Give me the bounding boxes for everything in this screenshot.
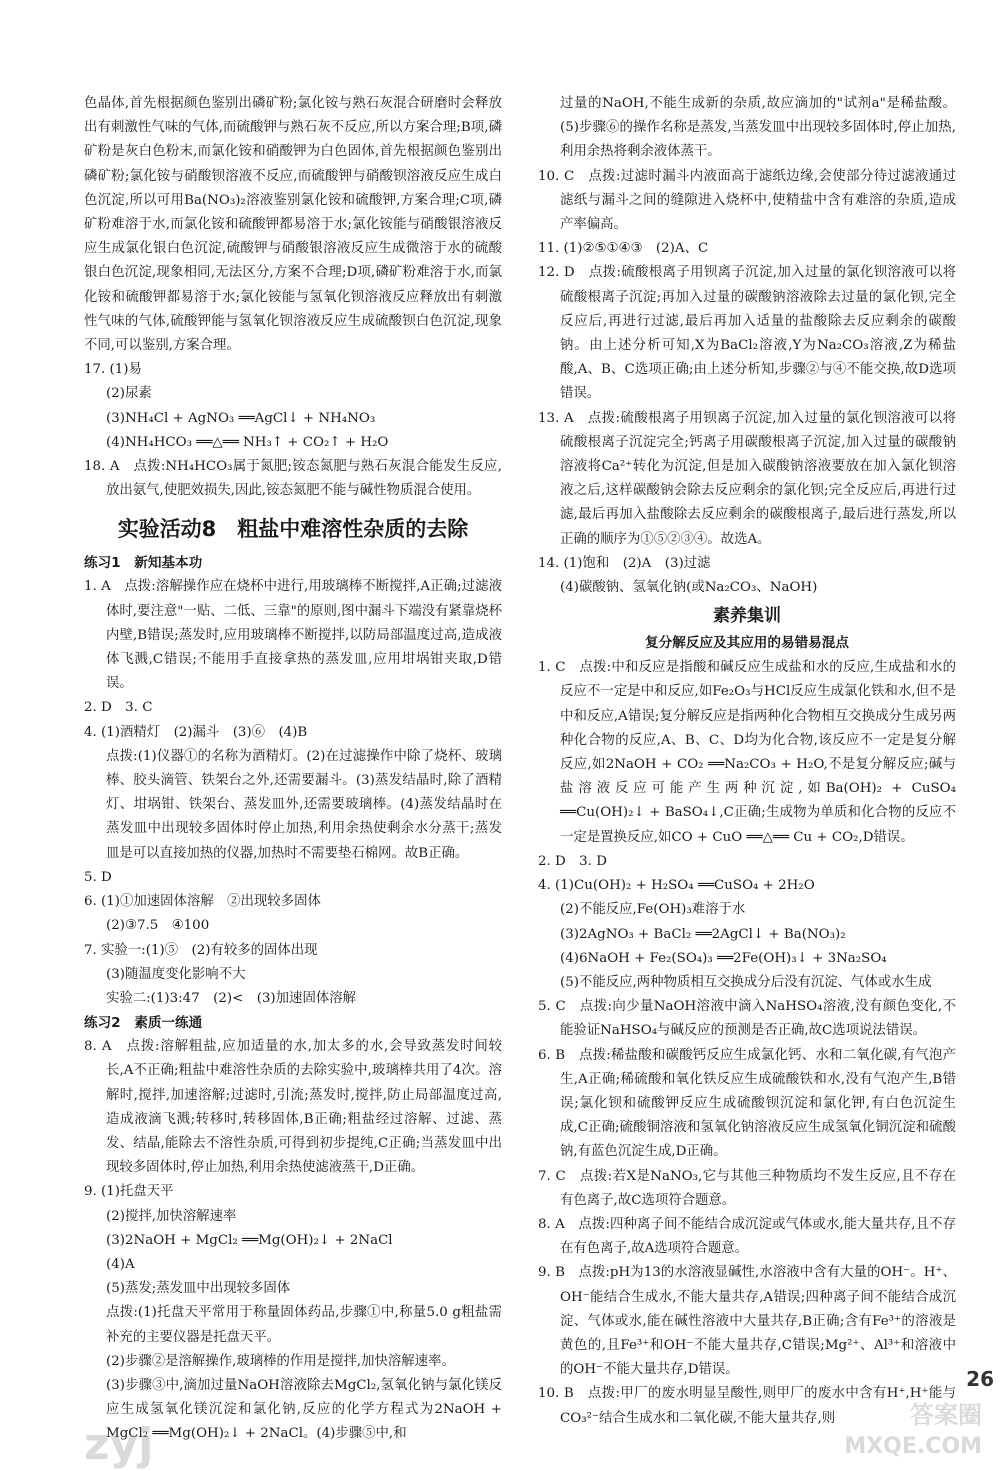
training-answer-10: 10. B 点拨:甲厂的废水明显呈酸性,则甲厂的废水中含有H⁺,H⁺能与CO₃²⁻结合生成水和二氧化碳,不能大量共存,则 (538, 1386, 956, 1426)
right-column (538, 92, 956, 1431)
answer-14-part2: (4)碳酸钠、氢氧化钠(或Na₂CO₃、NaOH) (560, 580, 818, 596)
answer-14-part1: 14. (1)饱和 (2)A (3)过滤 (538, 555, 711, 571)
section-title: 实验活动8 粗盐中难溶性杂质的去除 (117, 517, 469, 542)
page-number: 26 (966, 1366, 994, 1391)
answer-7-part2: (3)随温度变化影响不大 (106, 966, 246, 982)
training-box-subtitle: 复分解反应及其应用的易错易混点 (645, 635, 849, 652)
answer-4-explanation: 点拨:(1)仪器①的名称为酒精灯。(2)在过滤操作中除了烧杯、玻璃棒、胶头滴管、铁架台之外,还需要漏斗。(3)蒸发结晶时,除了酒精灯、坩埚钳、铁架台、蒸发皿外,还需要玻璃棒。(4)蒸发结晶时在蒸发皿中出现较多固体时停止加热,利用余热使剩余水分蒸干;蒸发皿是可以直接加热的仪器,加热时不需要垫石棉网。故B正确。 (106, 748, 502, 861)
training-answer-2-3: 2. D 3. D (538, 853, 607, 869)
practice-2-heading: 练习2 素质一练通 (84, 1015, 203, 1032)
answer-9-part3: (3)2NaOH + MgCl₂ ══Mg(OH)₂↓ + 2NaCl (106, 1232, 393, 1248)
answer-6-part1: 6. (1)①加速固体溶解 ②出现较多固体 (84, 894, 321, 910)
training-answer-6: 6. B 点拨:稀盐酸和碳酸钙反应生成氯化钙、水和二氧化碳,有气泡产生,A正确;稀硫酸和氧化铁反应生成硫酸铁和水,没有气泡产生,B错误;氯化钡和硫酸钾反应生成硫酸钡沉淀和氯化钾,有白色沉淀生成,C正确;硫酸铜溶液和氢氧化钠溶液反应生成氢氧化铜沉淀和硫酸钠,有蓝色沉淀生成,D正确。 (538, 1047, 956, 1160)
training-answer-5: 5. C 点拨:向少量NaOH溶液中滴入NaHSO₄溶液,没有颜色变化,不能验证NaHSO₄与碱反应的预测是否正确,故C选项说法错误。 (538, 999, 956, 1039)
answer-13: 13. A 点拨:硫酸根离子用钡离子沉淀,加入过量的氯化钡溶液可以将硫酸根离子沉淀完全;钙离子用碳酸根离子沉淀,加入过量的碳酸钠溶液将Ca²⁺转化为沉淀,但是加入碳酸钠溶液要放在加入氯化钡溶液之后,这样碳酸钠会除去反应剩余的氯化钡;完全反应后,再进行过滤,最后再加入盐酸除去反应剩余的碳酸根离子,最后进行蒸发,所以正确的顺序为①⑤②③④。故选A。 (538, 410, 956, 547)
answer-18: 18. A 点拨:NH₄HCO₃属于氮肥;铵态氮肥与熟石灰混合能发生反应,放出氨气,使肥效损失,因此,铵态氮肥不能与碱性物质混合使用。 (84, 459, 502, 499)
watermark-brand: 答案圈 (910, 1400, 982, 1429)
answer-5: 5. D (84, 869, 112, 885)
training-answer-4-part5: (5)不能反应,两种物质相互交换成分后没有沉淀、气体或水生成 (560, 974, 932, 990)
answer-7-part1: 7. 实验一:(1)⑤ (2)有较多的固体出现 (84, 942, 318, 958)
answer-4: 4. (1)酒精灯 (2)漏斗 (3)⑥ (4)B (84, 724, 308, 740)
answer-12: 12. D 点拨:硫酸根离子用钡离子沉淀,加入过量的氯化钡溶液可以将硫酸根离子沉淀;再加入过量的碳酸钠溶液除去过量的氯化钡,完全反应后,再进行过滤,最后再加入适量的盐酸除去反应剩余的碳酸钠。由上述分析可知,X为BaCl₂溶液,Y为Na₂CO₃溶液,Z为稀盐酸,A、B、C选项正确;由上述分析知,步骤②与④不能交换,故D选项错误。 (538, 265, 956, 402)
training-answer-4-part3: (3)2AgNO₃ + BaCl₂ ══2AgCl↓ + Ba(NO₃)₂ (560, 926, 846, 942)
answer-9-explanation-1: 点拨:(1)托盘天平常用于称量固体药品,步骤①中,称量5.0 g粗盐需补充的主要仪器是托盘天平。 (106, 1305, 502, 1345)
watermark-url: MXQE.COM (844, 1433, 982, 1459)
left-column (84, 92, 502, 1447)
answer-2-3: 2. D 3. C (84, 700, 153, 716)
training-answer-9: 9. B 点拨:pH为13的水溶液显碱性,水溶液中含有大量的OH⁻。H⁺、OH⁻能结合生成水,不能大量共存,A错误;四种离子间不能结合成沉淀、气体或水,能在碱性溶液中大量共存,B正确;含有Fe³⁺的溶液是黄色的,且Fe³⁺和OH⁻不能大量共存,C错误;Mg²⁺、Al³⁺和溶液中的OH⁻不能大量共存,D错误。 (538, 1265, 956, 1378)
answer-17-part2: (2)尿素 (106, 386, 152, 402)
training-answer-7: 7. C 点拨:若X是NaNO₃,它与其他三种物质均不发生反应,且不存在有色离子,故C选项符合题意。 (538, 1168, 956, 1208)
answer-9-part5: (5)蒸发;蒸发皿中出现较多固体 (106, 1281, 291, 1297)
answer-17-part3: (3)NH₄Cl + AgNO₃ ══AgCl↓ + NH₄NO₃ (106, 410, 376, 426)
answer-1: 1. A 点拨:溶解操作应在烧杯中进行,用玻璃棒不断搅拌,A正确;过滤液体时,要注意"一贴、二低、三靠"的原则,图中漏斗下端没有紧靠烧杯内壁,B错误;蒸发时,应用玻璃棒不断搅拌,以防局部温度过高,造成液体飞溅,C错误;不能用手直接拿热的蒸发皿,应用坩埚钳夹取,D错误。 (84, 579, 502, 692)
practice-1-heading: 练习1 新知基本功 (84, 555, 203, 572)
answer-6-part2: (2)③7.5 ④100 (106, 918, 210, 934)
answer-8: 8. A 点拨:溶解粗盐,应加适量的水,加太多的水,会导致蒸发时间较长,A不正确;粗盐中难溶性杂质的去除实验中,玻璃棒共用了4次。溶解时,搅拌,加速溶解;过滤时,引流;蒸发时,搅拌,防止局部温度过高,造成液滴飞溅;转移时,转移固体,B正确;粗盐经过溶解、过滤、蒸发、结晶,能除去不溶性杂质,可得到初步提纯,C正确;当蒸发皿中出现较多固体时,停止加热,利用余热使滤液蒸干,D正确。 (84, 1039, 502, 1176)
training-answer-4-part1: 4. (1)Cu(OH)₂ + H₂SO₄ ══CuSO₄ + 2H₂O (538, 878, 815, 894)
answer-9-part1: 9. (1)托盘天平 (84, 1184, 174, 1200)
answer-17-part1: 17. (1)易 (84, 362, 142, 378)
answer-9-explanation-3: (3)步骤③中,滴加过量NaOH溶液除去MgCl₂,氢氧化钠与氯化镁反应生成氢氧化镁沉淀和氯化钠,反应的化学方程式为2NaOH + MgCl₂ ══Mg(OH)₂↓ + 2NaCl。(4)步骤⑤中,和 (106, 1377, 502, 1442)
answer-17-part4: (4)NH₄HCO₃ ══△══ NH₃↑ + CO₂↑ + H₂O (106, 434, 389, 450)
answer-11: 11. (1)②⑤①④③ (2)A、C (538, 241, 709, 257)
answer-9-part2: (2)搅拌,加快溶解速率 (106, 1208, 237, 1224)
training-box-title: 素养集训 (713, 606, 781, 627)
answer-9-explanation-2: (2)步骤②是溶解操作,玻璃棒的作用是搅拌,加快溶解速率。 (106, 1353, 455, 1369)
answer-7-part3: 实验二:(1)3:47 (2)< (3)加速固体溶解 (106, 990, 357, 1006)
training-answer-4-part2: (2)不能反应,Fe(OH)₃难溶于水 (560, 902, 746, 918)
training-answer-1: 1. C 点拨:中和反应是指酸和碱反应生成盐和水的反应,生成盐和水的反应不一定是中和反应,如Fe₂O₃与HCl反应生成氯化铁和水,但不是中和反应,A错误;复分解反应是指两种化合物相互交换成分生成另两种化合物的反应,A、B、C、D均为化合物,该反应不一定是复分解反应,如2NaOH + CO₂ ══Na₂CO₃ + H₂O,不是复分解反应;碱与盐溶液反应可能产生两种沉淀,如Ba(OH)₂ + CuSO₄ ══Cu(OH)₂↓ + BaSO₄↓,C正确;生成物为单质和化合物的反应不一定是置换反应,如CO + CuO ══△══ Cu + CO₂,D错误。 (538, 660, 956, 845)
training-answer-8: 8. A 点拨:四种离子间不能结合成沉淀或气体或水,能大量共存,且不存在有色离子,故A选项符合题意。 (538, 1216, 956, 1257)
left-intro-paragraph: 色晶体,首先根据颜色鉴别出磷矿粉;氯化铵与熟石灰混合研磨时会释放出有刺激性气味的气体,而硫酸钾与熟石灰不反应,所以方案合理;B项,磷矿粉是灰白色粉末,而氯化铵和硝酸钾为白色固体,首先根据颜色鉴别出磷矿粉;氯化铵与硝酸钡溶液不反应,而硫酸钾与硝酸钡溶液反应生成白色沉淀,所以可用Ba(NO₃)₂溶液鉴别氯化铵和硫酸钾,方案合理;C项,磷矿粉难溶于水,而氯化铵和硫酸钾都易溶于水;氯化铵能与硝酸银溶液反应生成氯化银白色沉淀,硫酸钾与硝酸银溶液反应生成微溶于水的硫酸银白色沉淀,现象相同,无法区分,方案不合理;D项,磷矿粉难溶于水,而氯化铵和硫酸钾都易溶于水;氯化铵能与氢氧化钡溶液反应释放出有刺激性气味的气体,硫酸钾能与氢氧化钡溶液反应生成硫酸钡白色沉淀,现象不同,可以鉴别,方案合理。 (84, 96, 502, 354)
right-intro-paragraph: 过量的NaOH,不能生成新的杂质,故应滴加的"试剂a"是稀盐酸。(5)步骤⑥的操作名称是蒸发,当蒸发皿中出现较多固体时,停止加热,利用余热将剩余液体蒸干。 (560, 96, 956, 160)
answer-10: 10. C 点拨:过滤时漏斗内液面高于滤纸边缘,会使部分待过滤液通过滤纸与漏斗之间的缝隙进入烧杯中,使精盐中含有难溶的杂质,造成产率偏高。 (538, 168, 956, 233)
answer-9-part4: (4)A (106, 1256, 135, 1272)
watermark-left: zyj (84, 1418, 154, 1470)
training-answer-4-part4: (4)6NaOH + Fe₂(SO₄)₃ ══2Fe(OH)₃↓ + 3Na₂SO₄ (560, 950, 887, 966)
